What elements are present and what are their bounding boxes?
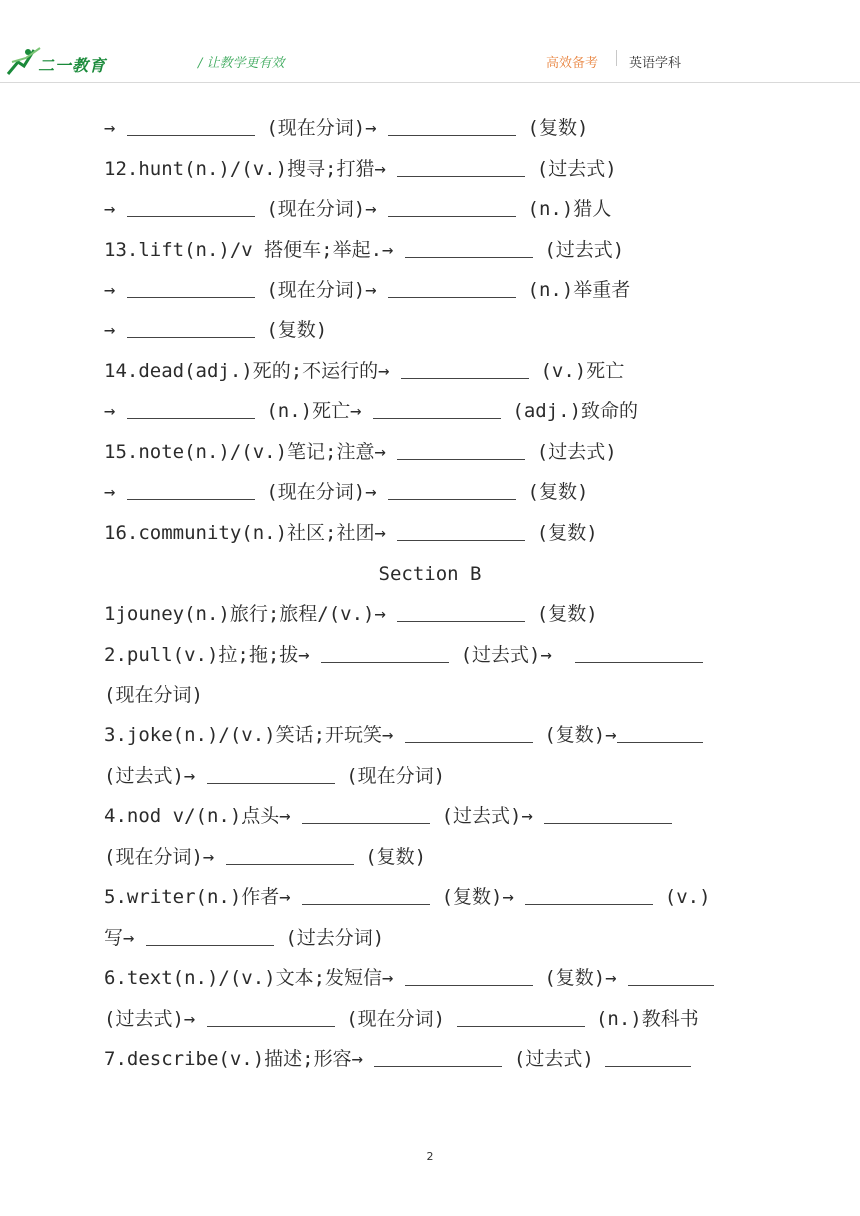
exercise-text: (复数) bbox=[516, 481, 589, 503]
exercise-text: (现在分词)→ bbox=[254, 279, 389, 301]
exercise-text: (复数)→ bbox=[532, 967, 629, 989]
exercise-text: (现在分词)→ bbox=[104, 846, 226, 868]
exercise-text: (过去式) bbox=[532, 239, 625, 261]
exercise-text: 4.nod v/(n.)点头→ bbox=[104, 805, 303, 827]
exercise-text: 6.text(n.)/(v.)文本;发短信→ bbox=[104, 967, 405, 989]
exercise-text: (现在分词)→ bbox=[254, 117, 389, 139]
exercise-line bbox=[104, 316, 327, 344]
exercise-text: → bbox=[104, 198, 127, 220]
answer-blank[interactable] bbox=[146, 927, 274, 946]
exercise-text: 3.joke(n.)/(v.)笑话;开玩笑→ bbox=[104, 724, 405, 746]
exercise-text: (复数) bbox=[516, 117, 589, 139]
exercise-text: (n.)举重者 bbox=[516, 279, 631, 301]
exercise-line bbox=[104, 843, 426, 871]
answer-blank[interactable] bbox=[457, 1008, 585, 1027]
exercise-text: 写→ bbox=[104, 927, 146, 949]
exercise-text: (n.)教科书 bbox=[584, 1008, 699, 1030]
header-tag-subject: 英语学科 bbox=[629, 56, 682, 71]
answer-blank[interactable] bbox=[388, 117, 516, 136]
exercise-text: (复数)→ bbox=[430, 886, 526, 908]
exercise-text: 5.writer(n.)作者→ bbox=[104, 886, 303, 908]
answer-blank[interactable] bbox=[321, 644, 449, 663]
answer-blank[interactable] bbox=[373, 400, 501, 419]
exercise-line bbox=[104, 195, 611, 223]
exercise-line bbox=[104, 438, 617, 466]
exercise-line bbox=[104, 762, 445, 790]
answer-blank[interactable] bbox=[401, 360, 529, 379]
exercise-text: (v.) bbox=[653, 886, 711, 908]
exercise-line bbox=[104, 924, 384, 952]
exercise-text: (复数) bbox=[525, 522, 598, 544]
exercise-line bbox=[104, 155, 617, 183]
page-number: 2 bbox=[426, 1150, 434, 1163]
exercise-text: (过去式) bbox=[525, 441, 617, 463]
exercise-text: → bbox=[104, 117, 127, 139]
exercise-line bbox=[104, 236, 624, 264]
exercise-text: (过去式)→ bbox=[449, 644, 575, 666]
exercise-line bbox=[104, 519, 598, 547]
header-tag-exam: 高效备考 bbox=[546, 56, 599, 71]
exercise-line bbox=[104, 883, 711, 911]
exercise-text: (复数)→ bbox=[532, 724, 617, 746]
exercise-text: (现在分词) bbox=[334, 1008, 457, 1030]
answer-blank[interactable] bbox=[575, 644, 703, 663]
answer-blank[interactable] bbox=[388, 198, 516, 217]
exercise-line bbox=[104, 1005, 699, 1033]
header-slogan: / 让教学更有效 bbox=[198, 56, 285, 71]
exercise-text: (v.)死亡 bbox=[529, 360, 625, 382]
answer-blank[interactable] bbox=[617, 724, 703, 743]
exercise-text: (adj.)致命的 bbox=[500, 400, 639, 422]
exercise-text: → bbox=[104, 279, 127, 301]
exercise-text: (现在分词) bbox=[104, 684, 203, 706]
exercise-text: (复数) bbox=[254, 319, 328, 341]
exercise-text: (n.)猎人 bbox=[516, 198, 612, 220]
answer-blank[interactable] bbox=[405, 239, 533, 258]
answer-blank[interactable] bbox=[397, 522, 525, 541]
exercise-text: → bbox=[104, 400, 127, 422]
exercise-text: → bbox=[104, 319, 127, 341]
section-title: Section B bbox=[378, 563, 482, 585]
page-header bbox=[0, 0, 860, 90]
exercise-line bbox=[104, 721, 703, 749]
answer-blank[interactable] bbox=[397, 603, 525, 622]
answer-blank[interactable] bbox=[525, 886, 653, 905]
answer-blank[interactable] bbox=[302, 886, 430, 905]
exercise-text: (现在分词)→ bbox=[254, 481, 389, 503]
exercise-line bbox=[104, 1045, 691, 1073]
answer-blank[interactable] bbox=[388, 279, 516, 298]
exercise-text: (过去式) bbox=[525, 158, 617, 180]
logo-text: 二一教育 bbox=[38, 56, 107, 75]
exercise-text: 13.lift(n.)/v 搭便车;举起.→ bbox=[104, 239, 405, 261]
answer-blank[interactable] bbox=[127, 481, 255, 500]
exercise-text: (复数) bbox=[353, 846, 427, 868]
answer-blank[interactable] bbox=[605, 1048, 691, 1067]
exercise-text: (n.)死亡→ bbox=[254, 400, 373, 422]
exercise-text: 7.describe(v.)描述;形容→ bbox=[104, 1048, 375, 1070]
answer-blank[interactable] bbox=[207, 1008, 335, 1027]
answer-blank[interactable] bbox=[302, 805, 430, 824]
exercise-text: 16.community(n.)社区;社团→ bbox=[104, 522, 398, 544]
exercise-text: (过去式)→ bbox=[104, 765, 207, 787]
exercise-text: (过去式)→ bbox=[430, 805, 545, 827]
exercise-line bbox=[104, 397, 638, 425]
exercise-text: 14.dead(adj.)死的;不运行的→ bbox=[104, 360, 402, 382]
answer-blank[interactable] bbox=[397, 441, 525, 460]
answer-blank[interactable] bbox=[405, 967, 533, 986]
exercise-line bbox=[104, 276, 630, 304]
exercise-text: (现在分词)→ bbox=[254, 198, 389, 220]
answer-blank[interactable] bbox=[207, 765, 335, 784]
exercise-line bbox=[104, 681, 203, 709]
exercise-text: (过去分词) bbox=[273, 927, 385, 949]
exercise-line bbox=[104, 114, 588, 142]
exercise-line bbox=[104, 600, 598, 628]
exercise-line bbox=[104, 964, 714, 992]
answer-blank[interactable] bbox=[127, 319, 255, 338]
exercise-line bbox=[104, 357, 624, 385]
exercise-text: 12.hunt(n.)/(v.)搜寻;打猎→ bbox=[104, 158, 398, 180]
exercise-text: (过去式) bbox=[502, 1048, 606, 1070]
exercise-text: 2.pull(v.)拉;拖;拔→ bbox=[104, 644, 322, 666]
answer-blank[interactable] bbox=[127, 198, 255, 217]
answer-blank[interactable] bbox=[374, 1048, 502, 1067]
answer-blank[interactable] bbox=[127, 117, 255, 136]
exercise-text: 1jouney(n.)旅行;旅程/(v.)→ bbox=[104, 603, 398, 625]
exercise-text: → bbox=[104, 481, 127, 503]
answer-blank[interactable] bbox=[544, 805, 672, 824]
answer-blank[interactable] bbox=[397, 158, 525, 177]
answer-blank[interactable] bbox=[405, 724, 533, 743]
answer-blank[interactable] bbox=[127, 400, 255, 419]
exercise-text: 15.note(n.)/(v.)笔记;注意→ bbox=[104, 441, 398, 463]
header-rule bbox=[0, 82, 860, 83]
exercise-text: (复数) bbox=[525, 603, 598, 625]
exercise-line bbox=[104, 641, 703, 669]
exercise-text: (现在分词) bbox=[334, 765, 446, 787]
answer-blank[interactable] bbox=[226, 846, 354, 865]
header-separator bbox=[616, 50, 617, 66]
exercise-line bbox=[104, 478, 588, 506]
exercise-line bbox=[104, 802, 672, 830]
answer-blank[interactable] bbox=[388, 481, 516, 500]
answer-blank[interactable] bbox=[628, 967, 714, 986]
exercise-text: (过去式)→ bbox=[104, 1008, 207, 1030]
answer-blank[interactable] bbox=[127, 279, 255, 298]
